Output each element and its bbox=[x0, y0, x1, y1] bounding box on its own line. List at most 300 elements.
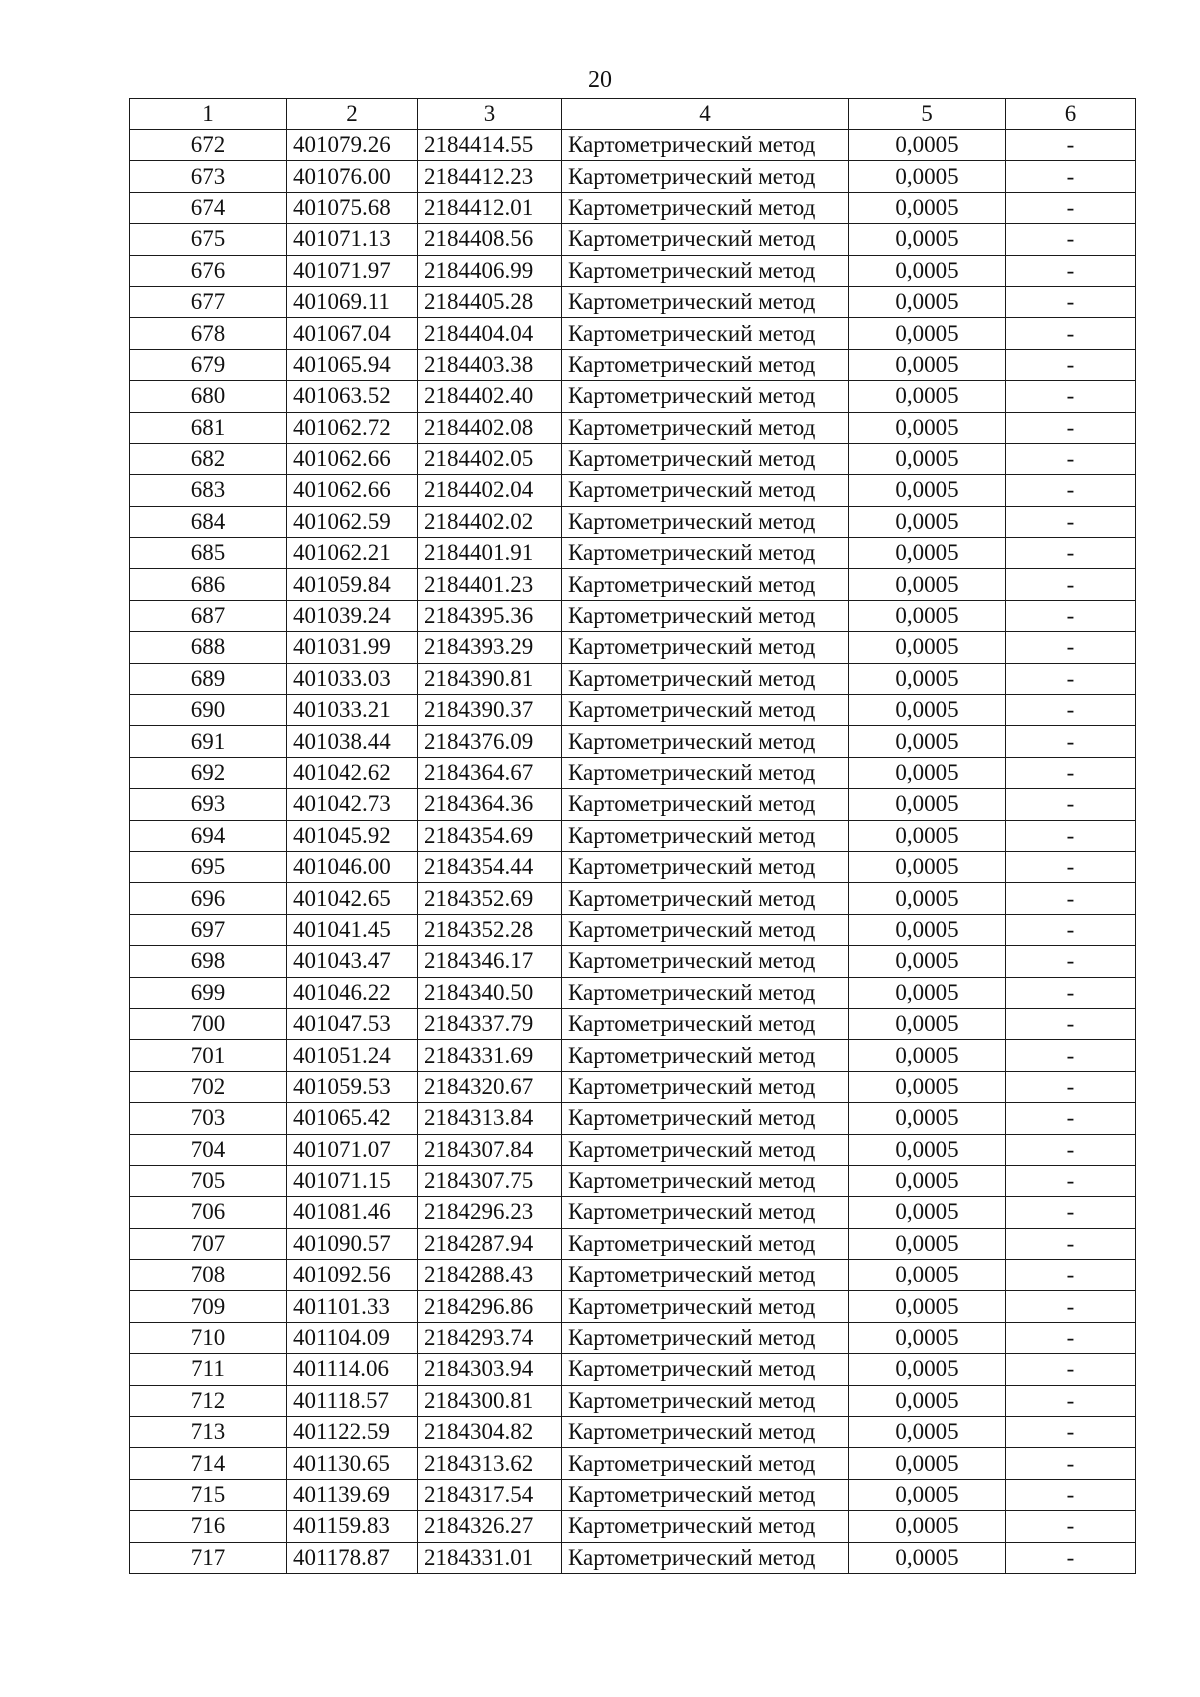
point-number-cell: 706 bbox=[130, 1197, 287, 1228]
table-row bbox=[130, 789, 1136, 820]
y-coordinate-cell: 2184393.29 bbox=[418, 632, 562, 663]
method-cell: Картометрический метод bbox=[562, 255, 849, 286]
description-cell: - bbox=[1006, 946, 1136, 977]
method-cell: Картометрический метод bbox=[562, 1040, 849, 1071]
header-col-4: 4 bbox=[562, 99, 849, 130]
point-number-cell: 697 bbox=[130, 914, 287, 945]
header-col-1: 1 bbox=[130, 99, 287, 130]
x-coordinate-cell: 401031.99 bbox=[287, 632, 418, 663]
y-coordinate-cell: 2184320.67 bbox=[418, 1071, 562, 1102]
y-coordinate-cell: 2184331.01 bbox=[418, 1542, 562, 1573]
y-coordinate-cell: 2184337.79 bbox=[418, 1008, 562, 1039]
x-coordinate-cell: 401101.33 bbox=[287, 1291, 418, 1322]
method-cell: Картометрический метод bbox=[562, 851, 849, 882]
header-col-2: 2 bbox=[287, 99, 418, 130]
precision-cell: 0,0005 bbox=[849, 1260, 1006, 1291]
table-row bbox=[130, 255, 1136, 286]
table-row bbox=[130, 1511, 1136, 1542]
table-row bbox=[130, 475, 1136, 506]
y-coordinate-cell: 2184304.82 bbox=[418, 1417, 562, 1448]
description-cell: - bbox=[1006, 475, 1136, 506]
x-coordinate-cell: 401038.44 bbox=[287, 726, 418, 757]
x-coordinate-cell: 401042.65 bbox=[287, 883, 418, 914]
x-coordinate-cell: 401059.53 bbox=[287, 1071, 418, 1102]
method-cell: Картометрический метод bbox=[562, 506, 849, 537]
y-coordinate-cell: 2184296.23 bbox=[418, 1197, 562, 1228]
x-coordinate-cell: 401062.66 bbox=[287, 475, 418, 506]
y-coordinate-cell: 2184293.74 bbox=[418, 1322, 562, 1353]
description-cell: - bbox=[1006, 757, 1136, 788]
x-coordinate-cell: 401071.07 bbox=[287, 1134, 418, 1165]
x-coordinate-cell: 401045.92 bbox=[287, 820, 418, 851]
precision-cell: 0,0005 bbox=[849, 946, 1006, 977]
y-coordinate-cell: 2184307.84 bbox=[418, 1134, 562, 1165]
precision-cell: 0,0005 bbox=[849, 851, 1006, 882]
y-coordinate-cell: 2184354.69 bbox=[418, 820, 562, 851]
point-number-cell: 701 bbox=[130, 1040, 287, 1071]
precision-cell: 0,0005 bbox=[849, 1134, 1006, 1165]
table-row bbox=[130, 851, 1136, 882]
description-cell: - bbox=[1006, 695, 1136, 726]
table-row bbox=[130, 663, 1136, 694]
method-cell: Картометрический метод bbox=[562, 538, 849, 569]
table-row bbox=[130, 757, 1136, 788]
point-number-cell: 685 bbox=[130, 538, 287, 569]
description-cell: - bbox=[1006, 914, 1136, 945]
table-header-row bbox=[130, 99, 1136, 130]
description-cell: - bbox=[1006, 1448, 1136, 1479]
coordinates-table bbox=[129, 98, 1136, 1574]
y-coordinate-cell: 2184412.23 bbox=[418, 161, 562, 192]
precision-cell: 0,0005 bbox=[849, 318, 1006, 349]
point-number-cell: 689 bbox=[130, 663, 287, 694]
method-cell: Картометрический метод bbox=[562, 475, 849, 506]
method-cell: Картометрический метод bbox=[562, 1448, 849, 1479]
precision-cell: 0,0005 bbox=[849, 1322, 1006, 1353]
x-coordinate-cell: 401090.57 bbox=[287, 1228, 418, 1259]
x-coordinate-cell: 401079.26 bbox=[287, 130, 418, 161]
description-cell: - bbox=[1006, 1008, 1136, 1039]
method-cell: Картометрический метод bbox=[562, 1165, 849, 1196]
point-number-cell: 690 bbox=[130, 695, 287, 726]
table-body bbox=[130, 99, 1136, 1574]
description-cell: - bbox=[1006, 820, 1136, 851]
table-row bbox=[130, 1354, 1136, 1385]
table-row bbox=[130, 1291, 1136, 1322]
point-number-cell: 699 bbox=[130, 977, 287, 1008]
table-row bbox=[130, 883, 1136, 914]
x-coordinate-cell: 401033.21 bbox=[287, 695, 418, 726]
method-cell: Картометрический метод bbox=[562, 1354, 849, 1385]
description-cell: - bbox=[1006, 1511, 1136, 1542]
description-cell: - bbox=[1006, 1165, 1136, 1196]
description-cell: - bbox=[1006, 349, 1136, 380]
y-coordinate-cell: 2184300.81 bbox=[418, 1385, 562, 1416]
y-coordinate-cell: 2184331.69 bbox=[418, 1040, 562, 1071]
description-cell: - bbox=[1006, 663, 1136, 694]
point-number-cell: 712 bbox=[130, 1385, 287, 1416]
y-coordinate-cell: 2184352.28 bbox=[418, 914, 562, 945]
table-row bbox=[130, 569, 1136, 600]
table-row bbox=[130, 286, 1136, 317]
x-coordinate-cell: 401114.06 bbox=[287, 1354, 418, 1385]
table-row bbox=[130, 1134, 1136, 1165]
precision-cell: 0,0005 bbox=[849, 224, 1006, 255]
method-cell: Картометрический метод bbox=[562, 789, 849, 820]
method-cell: Картометрический метод bbox=[562, 349, 849, 380]
y-coordinate-cell: 2184364.67 bbox=[418, 757, 562, 788]
method-cell: Картометрический метод bbox=[562, 1197, 849, 1228]
table-row bbox=[130, 1071, 1136, 1102]
precision-cell: 0,0005 bbox=[849, 600, 1006, 631]
table-row bbox=[130, 632, 1136, 663]
method-cell: Картометрический метод bbox=[562, 914, 849, 945]
precision-cell: 0,0005 bbox=[849, 1385, 1006, 1416]
description-cell: - bbox=[1006, 883, 1136, 914]
table-row bbox=[130, 1417, 1136, 1448]
point-number-cell: 676 bbox=[130, 255, 287, 286]
y-coordinate-cell: 2184402.04 bbox=[418, 475, 562, 506]
point-number-cell: 700 bbox=[130, 1008, 287, 1039]
description-cell: - bbox=[1006, 632, 1136, 663]
table-row bbox=[130, 381, 1136, 412]
x-coordinate-cell: 401081.46 bbox=[287, 1197, 418, 1228]
description-cell: - bbox=[1006, 569, 1136, 600]
point-number-cell: 687 bbox=[130, 600, 287, 631]
precision-cell: 0,0005 bbox=[849, 757, 1006, 788]
method-cell: Картометрический метод bbox=[562, 726, 849, 757]
y-coordinate-cell: 2184352.69 bbox=[418, 883, 562, 914]
point-number-cell: 672 bbox=[130, 130, 287, 161]
point-number-cell: 708 bbox=[130, 1260, 287, 1291]
point-number-cell: 714 bbox=[130, 1448, 287, 1479]
precision-cell: 0,0005 bbox=[849, 663, 1006, 694]
precision-cell: 0,0005 bbox=[849, 412, 1006, 443]
x-coordinate-cell: 401130.65 bbox=[287, 1448, 418, 1479]
x-coordinate-cell: 401042.73 bbox=[287, 789, 418, 820]
precision-cell: 0,0005 bbox=[849, 1197, 1006, 1228]
precision-cell: 0,0005 bbox=[849, 977, 1006, 1008]
point-number-cell: 710 bbox=[130, 1322, 287, 1353]
x-coordinate-cell: 401159.83 bbox=[287, 1511, 418, 1542]
y-coordinate-cell: 2184287.94 bbox=[418, 1228, 562, 1259]
y-coordinate-cell: 2184395.36 bbox=[418, 600, 562, 631]
x-coordinate-cell: 401122.59 bbox=[287, 1417, 418, 1448]
point-number-cell: 680 bbox=[130, 381, 287, 412]
method-cell: Картометрический метод bbox=[562, 1008, 849, 1039]
description-cell: - bbox=[1006, 1479, 1136, 1510]
description-cell: - bbox=[1006, 1542, 1136, 1573]
precision-cell: 0,0005 bbox=[849, 349, 1006, 380]
precision-cell: 0,0005 bbox=[849, 161, 1006, 192]
point-number-cell: 694 bbox=[130, 820, 287, 851]
point-number-cell: 702 bbox=[130, 1071, 287, 1102]
y-coordinate-cell: 2184404.04 bbox=[418, 318, 562, 349]
x-coordinate-cell: 401039.24 bbox=[287, 600, 418, 631]
table-row bbox=[130, 977, 1136, 1008]
method-cell: Картометрический метод bbox=[562, 946, 849, 977]
point-number-cell: 698 bbox=[130, 946, 287, 977]
point-number-cell: 673 bbox=[130, 161, 287, 192]
point-number-cell: 705 bbox=[130, 1165, 287, 1196]
description-cell: - bbox=[1006, 789, 1136, 820]
description-cell: - bbox=[1006, 851, 1136, 882]
x-coordinate-cell: 401118.57 bbox=[287, 1385, 418, 1416]
description-cell: - bbox=[1006, 538, 1136, 569]
y-coordinate-cell: 2184313.62 bbox=[418, 1448, 562, 1479]
table-row bbox=[130, 538, 1136, 569]
x-coordinate-cell: 401071.97 bbox=[287, 255, 418, 286]
description-cell: - bbox=[1006, 1322, 1136, 1353]
method-cell: Картометрический метод bbox=[562, 1511, 849, 1542]
x-coordinate-cell: 401071.15 bbox=[287, 1165, 418, 1196]
table-row bbox=[130, 600, 1136, 631]
description-cell: - bbox=[1006, 726, 1136, 757]
point-number-cell: 683 bbox=[130, 475, 287, 506]
precision-cell: 0,0005 bbox=[849, 1479, 1006, 1510]
method-cell: Картометрический метод bbox=[562, 1322, 849, 1353]
description-cell: - bbox=[1006, 506, 1136, 537]
description-cell: - bbox=[1006, 1228, 1136, 1259]
y-coordinate-cell: 2184296.86 bbox=[418, 1291, 562, 1322]
precision-cell: 0,0005 bbox=[849, 1228, 1006, 1259]
method-cell: Картометрический метод bbox=[562, 1417, 849, 1448]
table-row bbox=[130, 318, 1136, 349]
description-cell: - bbox=[1006, 1197, 1136, 1228]
method-cell: Картометрический метод bbox=[562, 381, 849, 412]
precision-cell: 0,0005 bbox=[849, 1103, 1006, 1134]
precision-cell: 0,0005 bbox=[849, 1008, 1006, 1039]
x-coordinate-cell: 401071.13 bbox=[287, 224, 418, 255]
method-cell: Картометрический метод bbox=[562, 1479, 849, 1510]
point-number-cell: 713 bbox=[130, 1417, 287, 1448]
y-coordinate-cell: 2184326.27 bbox=[418, 1511, 562, 1542]
table-row bbox=[130, 1008, 1136, 1039]
y-coordinate-cell: 2184401.23 bbox=[418, 569, 562, 600]
x-coordinate-cell: 401069.11 bbox=[287, 286, 418, 317]
table-row bbox=[130, 1228, 1136, 1259]
table-row bbox=[130, 192, 1136, 223]
point-number-cell: 711 bbox=[130, 1354, 287, 1385]
method-cell: Картометрический метод bbox=[562, 286, 849, 317]
x-coordinate-cell: 401062.59 bbox=[287, 506, 418, 537]
precision-cell: 0,0005 bbox=[849, 1291, 1006, 1322]
y-coordinate-cell: 2184390.81 bbox=[418, 663, 562, 694]
description-cell: - bbox=[1006, 412, 1136, 443]
x-coordinate-cell: 401092.56 bbox=[287, 1260, 418, 1291]
y-coordinate-cell: 2184313.84 bbox=[418, 1103, 562, 1134]
table-row bbox=[130, 946, 1136, 977]
method-cell: Картометрический метод bbox=[562, 412, 849, 443]
x-coordinate-cell: 401047.53 bbox=[287, 1008, 418, 1039]
x-coordinate-cell: 401041.45 bbox=[287, 914, 418, 945]
point-number-cell: 704 bbox=[130, 1134, 287, 1165]
description-cell: - bbox=[1006, 130, 1136, 161]
y-coordinate-cell: 2184401.91 bbox=[418, 538, 562, 569]
table-row bbox=[130, 1448, 1136, 1479]
point-number-cell: 715 bbox=[130, 1479, 287, 1510]
y-coordinate-cell: 2184402.40 bbox=[418, 381, 562, 412]
method-cell: Картометрический метод bbox=[562, 1260, 849, 1291]
precision-cell: 0,0005 bbox=[849, 1354, 1006, 1385]
precision-cell: 0,0005 bbox=[849, 1417, 1006, 1448]
table-row bbox=[130, 1103, 1136, 1134]
method-cell: Картометрический метод bbox=[562, 695, 849, 726]
x-coordinate-cell: 401063.52 bbox=[287, 381, 418, 412]
point-number-cell: 695 bbox=[130, 851, 287, 882]
y-coordinate-cell: 2184402.08 bbox=[418, 412, 562, 443]
precision-cell: 0,0005 bbox=[849, 1040, 1006, 1071]
x-coordinate-cell: 401059.84 bbox=[287, 569, 418, 600]
x-coordinate-cell: 401046.00 bbox=[287, 851, 418, 882]
page-number: 20 bbox=[588, 67, 612, 93]
method-cell: Картометрический метод bbox=[562, 1228, 849, 1259]
point-number-cell: 677 bbox=[130, 286, 287, 317]
header-col-5: 5 bbox=[849, 99, 1006, 130]
description-cell: - bbox=[1006, 443, 1136, 474]
table-row bbox=[130, 1260, 1136, 1291]
point-number-cell: 684 bbox=[130, 506, 287, 537]
x-coordinate-cell: 401062.21 bbox=[287, 538, 418, 569]
precision-cell: 0,0005 bbox=[849, 286, 1006, 317]
x-coordinate-cell: 401046.22 bbox=[287, 977, 418, 1008]
description-cell: - bbox=[1006, 1291, 1136, 1322]
y-coordinate-cell: 2184340.50 bbox=[418, 977, 562, 1008]
precision-cell: 0,0005 bbox=[849, 1165, 1006, 1196]
method-cell: Картометрический метод bbox=[562, 663, 849, 694]
y-coordinate-cell: 2184288.43 bbox=[418, 1260, 562, 1291]
table-row bbox=[130, 1197, 1136, 1228]
y-coordinate-cell: 2184307.75 bbox=[418, 1165, 562, 1196]
table-row bbox=[130, 914, 1136, 945]
precision-cell: 0,0005 bbox=[849, 1448, 1006, 1479]
precision-cell: 0,0005 bbox=[849, 506, 1006, 537]
method-cell: Картометрический метод bbox=[562, 1385, 849, 1416]
description-cell: - bbox=[1006, 1103, 1136, 1134]
method-cell: Картометрический метод bbox=[562, 820, 849, 851]
y-coordinate-cell: 2184354.44 bbox=[418, 851, 562, 882]
x-coordinate-cell: 401075.68 bbox=[287, 192, 418, 223]
method-cell: Картометрический метод bbox=[562, 318, 849, 349]
description-cell: - bbox=[1006, 1071, 1136, 1102]
description-cell: - bbox=[1006, 318, 1136, 349]
table-row bbox=[130, 820, 1136, 851]
description-cell: - bbox=[1006, 1134, 1136, 1165]
precision-cell: 0,0005 bbox=[849, 569, 1006, 600]
precision-cell: 0,0005 bbox=[849, 255, 1006, 286]
x-coordinate-cell: 401076.00 bbox=[287, 161, 418, 192]
description-cell: - bbox=[1006, 1417, 1136, 1448]
description-cell: - bbox=[1006, 255, 1136, 286]
precision-cell: 0,0005 bbox=[849, 1511, 1006, 1542]
precision-cell: 0,0005 bbox=[849, 538, 1006, 569]
point-number-cell: 688 bbox=[130, 632, 287, 663]
method-cell: Картометрический метод bbox=[562, 883, 849, 914]
table-row bbox=[130, 412, 1136, 443]
description-cell: - bbox=[1006, 1040, 1136, 1071]
precision-cell: 0,0005 bbox=[849, 883, 1006, 914]
x-coordinate-cell: 401067.04 bbox=[287, 318, 418, 349]
point-number-cell: 675 bbox=[130, 224, 287, 255]
method-cell: Картометрический метод bbox=[562, 224, 849, 255]
point-number-cell: 692 bbox=[130, 757, 287, 788]
description-cell: - bbox=[1006, 1260, 1136, 1291]
table-row bbox=[130, 1322, 1136, 1353]
point-number-cell: 707 bbox=[130, 1228, 287, 1259]
description-cell: - bbox=[1006, 286, 1136, 317]
description-cell: - bbox=[1006, 192, 1136, 223]
table-row bbox=[130, 1385, 1136, 1416]
y-coordinate-cell: 2184346.17 bbox=[418, 946, 562, 977]
method-cell: Картометрический метод bbox=[562, 161, 849, 192]
y-coordinate-cell: 2184403.38 bbox=[418, 349, 562, 380]
point-number-cell: 686 bbox=[130, 569, 287, 600]
method-cell: Картометрический метод bbox=[562, 1291, 849, 1322]
method-cell: Картометрический метод bbox=[562, 600, 849, 631]
precision-cell: 0,0005 bbox=[849, 381, 1006, 412]
y-coordinate-cell: 2184414.55 bbox=[418, 130, 562, 161]
method-cell: Картометрический метод bbox=[562, 130, 849, 161]
point-number-cell: 716 bbox=[130, 1511, 287, 1542]
point-number-cell: 709 bbox=[130, 1291, 287, 1322]
header-col-6: 6 bbox=[1006, 99, 1136, 130]
precision-cell: 0,0005 bbox=[849, 1542, 1006, 1573]
method-cell: Картометрический метод bbox=[562, 632, 849, 663]
precision-cell: 0,0005 bbox=[849, 820, 1006, 851]
header-col-3: 3 bbox=[418, 99, 562, 130]
method-cell: Картометрический метод bbox=[562, 1103, 849, 1134]
table-row bbox=[130, 1165, 1136, 1196]
point-number-cell: 674 bbox=[130, 192, 287, 223]
y-coordinate-cell: 2184412.01 bbox=[418, 192, 562, 223]
y-coordinate-cell: 2184390.37 bbox=[418, 695, 562, 726]
table-row bbox=[130, 1040, 1136, 1071]
point-number-cell: 681 bbox=[130, 412, 287, 443]
point-number-cell: 678 bbox=[130, 318, 287, 349]
y-coordinate-cell: 2184406.99 bbox=[418, 255, 562, 286]
method-cell: Картометрический метод bbox=[562, 1134, 849, 1165]
precision-cell: 0,0005 bbox=[849, 726, 1006, 757]
y-coordinate-cell: 2184376.09 bbox=[418, 726, 562, 757]
x-coordinate-cell: 401033.03 bbox=[287, 663, 418, 694]
table-row bbox=[130, 349, 1136, 380]
precision-cell: 0,0005 bbox=[849, 695, 1006, 726]
precision-cell: 0,0005 bbox=[849, 130, 1006, 161]
table-row bbox=[130, 443, 1136, 474]
x-coordinate-cell: 401043.47 bbox=[287, 946, 418, 977]
description-cell: - bbox=[1006, 224, 1136, 255]
x-coordinate-cell: 401062.72 bbox=[287, 412, 418, 443]
precision-cell: 0,0005 bbox=[849, 443, 1006, 474]
y-coordinate-cell: 2184408.56 bbox=[418, 224, 562, 255]
point-number-cell: 682 bbox=[130, 443, 287, 474]
point-number-cell: 703 bbox=[130, 1103, 287, 1134]
description-cell: - bbox=[1006, 1354, 1136, 1385]
description-cell: - bbox=[1006, 381, 1136, 412]
table-row bbox=[130, 695, 1136, 726]
x-coordinate-cell: 401065.94 bbox=[287, 349, 418, 380]
y-coordinate-cell: 2184402.02 bbox=[418, 506, 562, 537]
precision-cell: 0,0005 bbox=[849, 192, 1006, 223]
y-coordinate-cell: 2184317.54 bbox=[418, 1479, 562, 1510]
precision-cell: 0,0005 bbox=[849, 632, 1006, 663]
table-row bbox=[130, 506, 1136, 537]
method-cell: Картометрический метод bbox=[562, 443, 849, 474]
y-coordinate-cell: 2184303.94 bbox=[418, 1354, 562, 1385]
point-number-cell: 691 bbox=[130, 726, 287, 757]
point-number-cell: 717 bbox=[130, 1542, 287, 1573]
method-cell: Картометрический метод bbox=[562, 977, 849, 1008]
